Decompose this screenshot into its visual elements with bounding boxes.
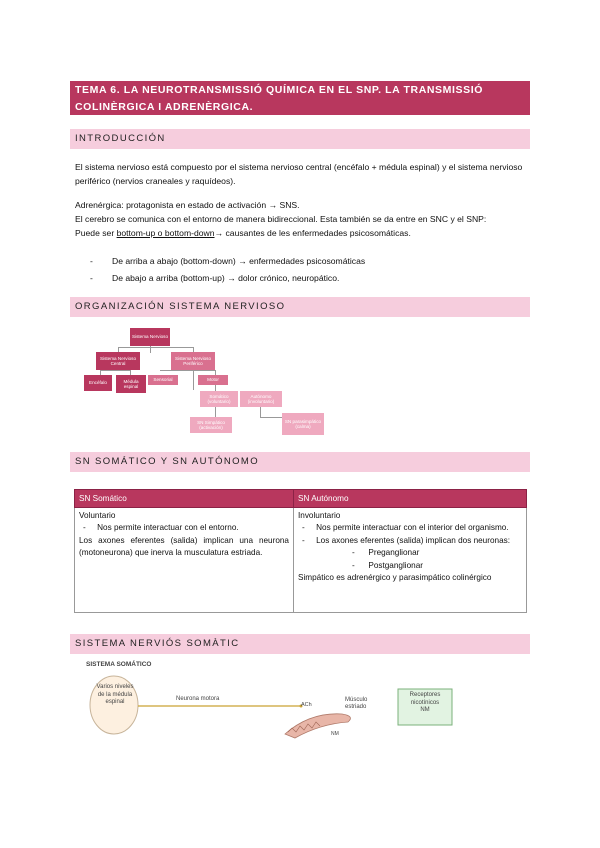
- intro-p4-pre: Puede ser: [75, 228, 117, 238]
- text: Preganglionar: [368, 548, 420, 558]
- page-title: TEMA 6. LA NEUROTRANSMISSIÓ QUÍMICA EN EL SNP. LA TRANSMISSIÓ COLINÈRGICA I ADRENÈRGICA.: [70, 81, 530, 115]
- somatico-dash-1: - Nos permite interactuar con el entorno.: [83, 523, 239, 533]
- intro-paragraph-3: El cerebro se comunica con el entorno de manera bidireccional. Esta también se da entre en SNC y el SNP:: [75, 214, 487, 224]
- muscle-label: Músculo estriado: [345, 697, 368, 710]
- node-sistema-nervioso: Sistema Nervioso: [130, 328, 170, 346]
- spinal-cord-label: Varios niveles de la médula espinal: [96, 684, 134, 705]
- node-medula: Médula espinal: [116, 375, 146, 393]
- label-involuntario: Involuntario: [298, 511, 341, 520]
- node-snc: Sistema Nervioso Central: [96, 352, 140, 370]
- autonomo-dash-2: - Los axones eferentes (salida) implican dos neuronas:: [302, 535, 510, 545]
- text: Nos permite interactuar con el interior del organismo.: [316, 523, 509, 533]
- text: Postganglionar: [368, 560, 423, 570]
- receptors-sub: NM: [420, 707, 430, 713]
- intro-paragraph-2: Adrenérgica: protagonista en estado de activación → SNS.: [75, 200, 300, 210]
- node-snp: Sistema Nervioso Periférico: [171, 352, 215, 370]
- intro-paragraph-4: [75, 226, 530, 240]
- node-encefalo: Encéfalo: [84, 375, 112, 391]
- section-somatico-autonomo: SN SOMÁTICO Y SN AUTÓNOMO: [70, 452, 530, 472]
- bullet-text: De arriba a abajo (bottom-down) → enfermedades psicosomáticas: [112, 256, 366, 266]
- autonomo-footer: Simpático es adrenérgico y parasimpático colinérgico: [298, 573, 492, 583]
- muscle-fiber: [285, 714, 350, 738]
- intro-bullet-2: - De abajo a arriba (bottom-up) → dolor crónico, neuropático.: [90, 273, 340, 283]
- autonomo-sub-2: - Postganglionar: [352, 560, 423, 570]
- motor-neuron-label: Neurona motora: [176, 696, 220, 702]
- node-autonomo: Autónomo (involuntario): [240, 391, 282, 407]
- section-nervios-somatic: SISTEMA NERVIÓS SOMÀTIC: [70, 634, 530, 654]
- node-parasimpatico: SN parasimpático (calma): [282, 413, 324, 435]
- node-somatico: Somático (voluntario): [200, 391, 238, 407]
- somatico-paragraph: Los axones eferentes (salida) implican una neurona (motoneurona) que inerva la musculatura estriada.: [79, 535, 289, 558]
- diagram-title: SISTEMA SOMÁTICO: [86, 661, 152, 668]
- autonomo-sub-1: - Preganglionar: [352, 548, 420, 558]
- table-header-autonomo: SN Autónomo: [294, 490, 527, 508]
- intro-p4-post: → causantes de les enfermedades psicosomáticas.: [214, 228, 411, 238]
- section-intro: INTRODUCCIÓN: [70, 129, 530, 149]
- node-simpatico: SN Simpático (activación): [190, 417, 232, 433]
- intro-p4-underlined: bottom-up o bottom-down: [116, 228, 215, 238]
- node-sensorial: Sensorial: [148, 375, 178, 385]
- text: Nos permite interactuar con el entorno.: [97, 523, 239, 533]
- table-cell-autonomo: [294, 508, 527, 613]
- autonomo-dash-1: - Nos permite interactuar con el interior del organismo.: [302, 523, 509, 533]
- label-voluntario: Voluntario: [79, 511, 116, 520]
- receptors-label: [398, 692, 452, 715]
- receptors-text: Receptores nicotínicos: [409, 692, 441, 706]
- intro-paragraph-1: El sistema nervioso está compuesto por el sistema nervioso central (encéfalo + médula espinal) y el sistema nervioso periférico (nervios craneales y raquídeos).: [75, 162, 523, 186]
- nm-label: NM: [331, 731, 339, 737]
- bullet-text: De abajo a arriba (bottom-up) → dolor crónico, neuropático.: [112, 273, 340, 283]
- node-motor: Motor: [198, 375, 228, 385]
- table-header-somatico: SN Somático: [75, 490, 294, 508]
- comparison-table: [74, 489, 527, 613]
- section-organizacion: ORGANIZACIÓN SISTEMA NERVIOSO: [70, 297, 530, 317]
- ach-label: ACh: [301, 702, 312, 708]
- table-cell-somatico: [75, 508, 294, 613]
- intro-bullet-1: - De arriba a abajo (bottom-down) → enfermedades psicosomáticas: [90, 256, 366, 266]
- text: Los axones eferentes (salida) implican dos neuronas:: [316, 535, 510, 545]
